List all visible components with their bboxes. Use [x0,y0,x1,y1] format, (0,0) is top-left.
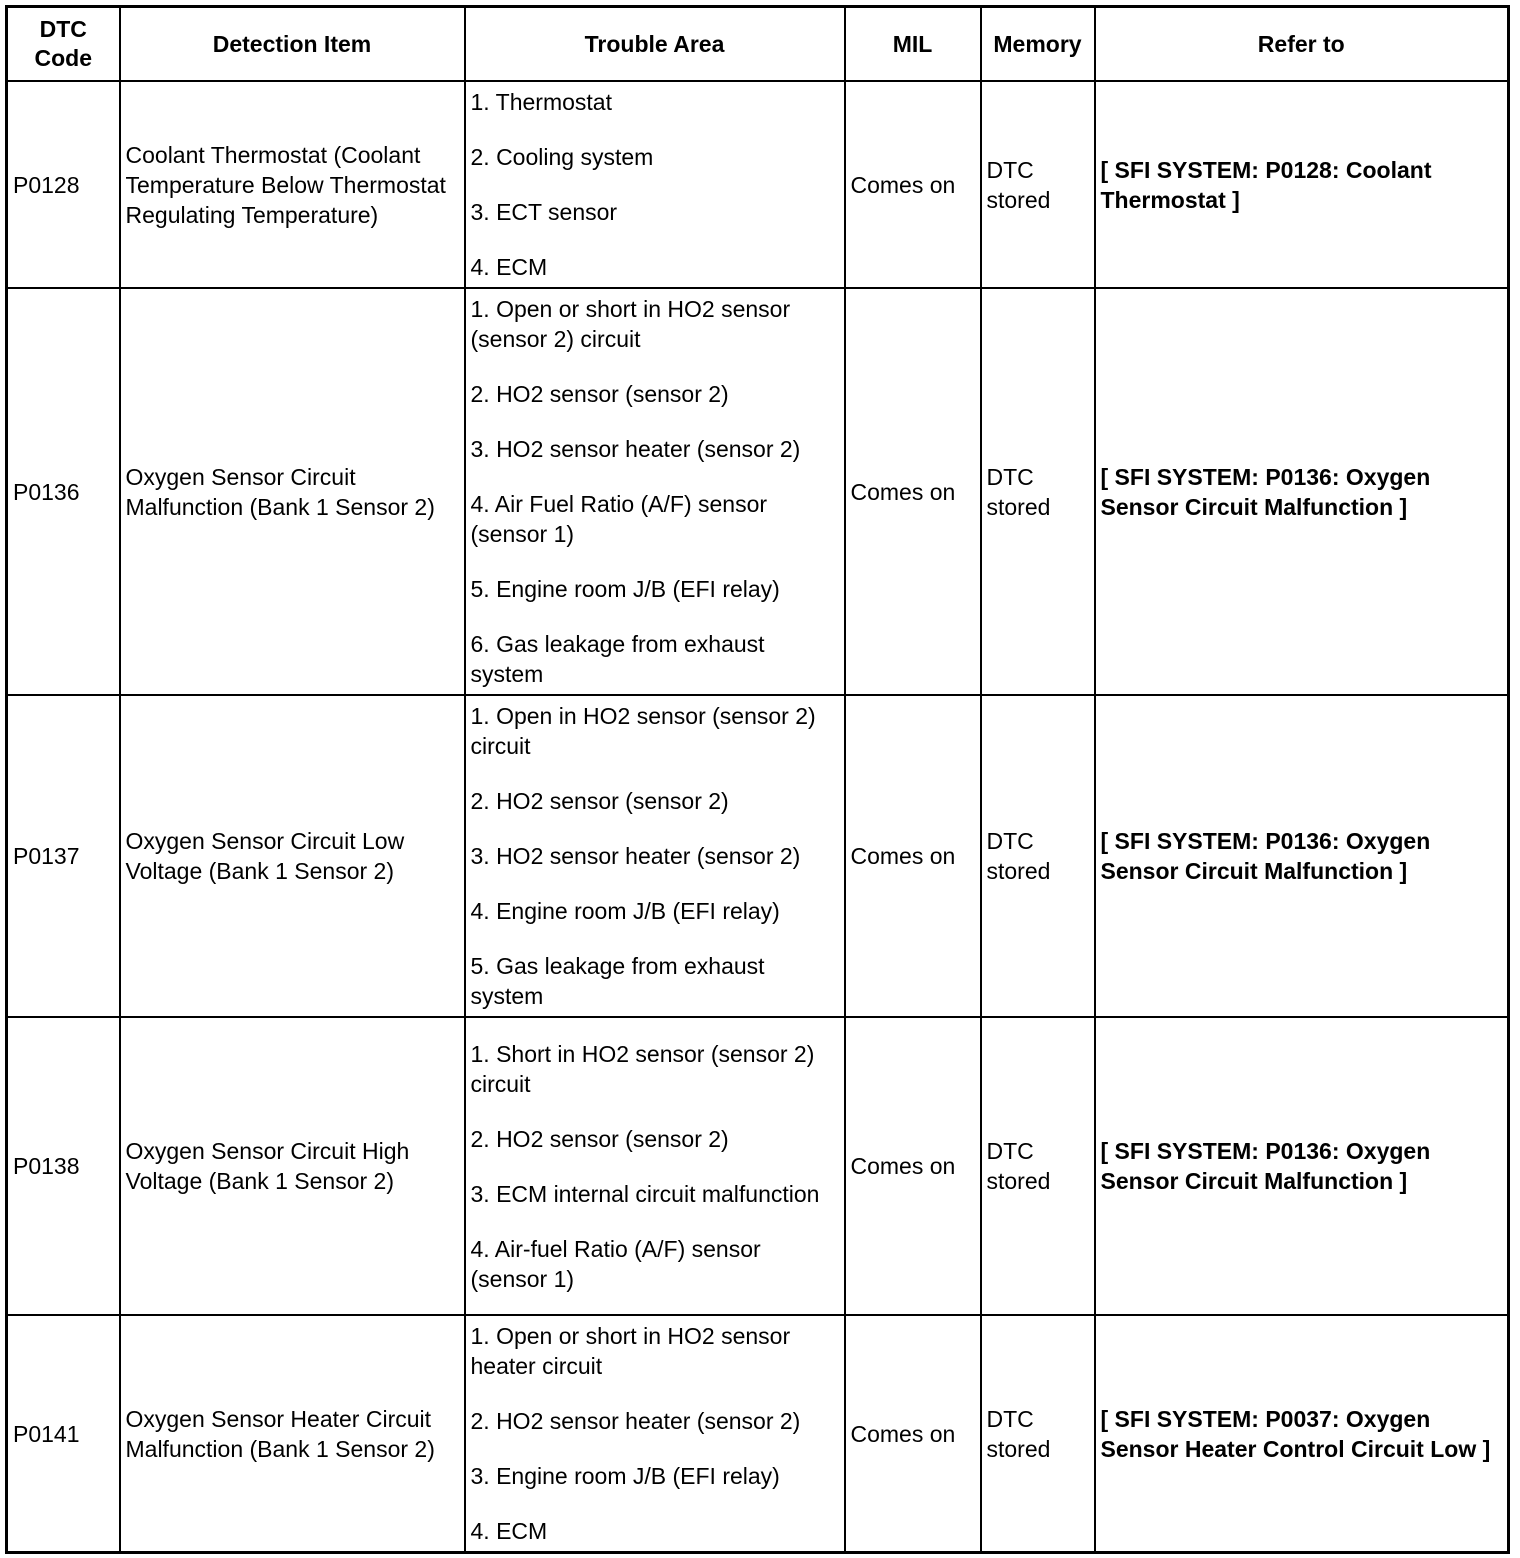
dtc-code-cell: P0138 [7,1017,120,1315]
detection-item-cell: Oxygen Sensor Circuit High Voltage (Bank 1 Sensor 2) [120,1017,465,1315]
detection-item-cell: Oxygen Sensor Circuit Malfunction (Bank 1 Sensor 2) [120,288,465,695]
trouble-area-list [471,87,839,282]
dtc-code-cell: P0136 [7,288,120,695]
trouble-area-item: 4. Air Fuel Ratio (A/F) sensor (sensor 1) [470,491,768,547]
trouble-area-item: 3. Engine room J/B (EFI relay) [470,1463,780,1489]
trouble-area-item: 2. HO2 sensor (sensor 2) [470,788,729,814]
trouble-area-item: 3. HO2 sensor heater (sensor 2) [470,843,801,869]
trouble-area-item: 2. Cooling system [470,144,654,170]
mil-cell: Comes on [845,1315,981,1553]
refer-to-cell: [ SFI SYSTEM: P0136: Oxygen Sensor Circuit Malfunction ] [1095,695,1509,1017]
refer-to-cell: [ SFI SYSTEM: P0128: Coolant Thermostat ] [1095,81,1509,288]
memory-cell: DTC stored [981,1315,1095,1553]
dtc-code-cell: P0141 [7,1315,120,1553]
trouble-area-item: 1. Open in HO2 sensor (sensor 2) circuit [470,703,816,759]
trouble-area-list [471,1039,839,1294]
table-row [7,695,1509,1017]
refer-to-cell: [ SFI SYSTEM: P0136: Oxygen Sensor Circuit Malfunction ] [1095,288,1509,695]
header-memory: Memory [981,7,1095,82]
trouble-area-cell [465,288,845,695]
trouble-area-cell [465,695,845,1017]
detection-item-cell: Oxygen Sensor Heater Circuit Malfunction (Bank 1 Sensor 2) [120,1315,465,1553]
dtc-code-cell: P0137 [7,695,120,1017]
trouble-area-cell [465,81,845,288]
trouble-area-item: 3. ECT sensor [470,199,618,225]
trouble-area-item: 1. Open or short in HO2 sensor (sensor 2) circuit [470,296,791,352]
mil-cell: Comes on [845,1017,981,1315]
trouble-area-item: 1. Short in HO2 sensor (sensor 2) circuit [470,1040,815,1097]
detection-item-cell: Coolant Thermostat (Coolant Temperature Below Thermostat Regulating Temperature) [120,81,465,288]
dtc-code-cell: P0128 [7,81,120,288]
trouble-area-cell [465,1315,845,1553]
trouble-area-item: 2. HO2 sensor (sensor 2) [470,381,729,407]
trouble-area-item: 3. ECM internal circuit malfunction [470,1180,820,1207]
trouble-area-item: 2. HO2 sensor heater (sensor 2) [470,1408,801,1434]
header-row [7,7,1509,82]
trouble-area-item: 3. HO2 sensor heater (sensor 2) [470,436,801,462]
table-row [7,288,1509,695]
header-refer-to: Refer to [1095,7,1509,82]
table-header [7,7,1509,82]
trouble-area-item: 6. Gas leakage from exhaust system [470,631,765,687]
refer-to-cell: [ SFI SYSTEM: P0037: Oxygen Sensor Heater Control Circuit Low ] [1095,1315,1509,1553]
trouble-area-list [471,701,839,1011]
memory-cell: DTC stored [981,288,1095,695]
trouble-area-item: 4. ECM [470,254,548,280]
table-row [7,1017,1509,1315]
header-mil: MIL [845,7,981,82]
trouble-area-cell [465,1017,845,1315]
memory-cell: DTC stored [981,1017,1095,1315]
trouble-area-list [471,294,839,689]
trouble-area-item: 1. Open or short in HO2 sensor heater circuit [470,1323,791,1379]
table-row [7,81,1509,288]
table-row [7,1315,1509,1553]
trouble-area-item: 4. Air-fuel Ratio (A/F) sensor (sensor 1) [470,1235,761,1292]
table-body [7,81,1509,1553]
header-dtc-code: DTC Code [7,7,120,82]
detection-item-cell: Oxygen Sensor Circuit Low Voltage (Bank 1 Sensor 2) [120,695,465,1017]
memory-cell: DTC stored [981,695,1095,1017]
refer-to-cell: [ SFI SYSTEM: P0136: Oxygen Sensor Circuit Malfunction ] [1095,1017,1509,1315]
header-detection-item: Detection Item [120,7,465,82]
trouble-area-item: 4. Engine room J/B (EFI relay) [470,898,780,924]
mil-cell: Comes on [845,288,981,695]
header-trouble-area: Trouble Area [465,7,845,82]
trouble-area-item: 5. Gas leakage from exhaust system [470,953,765,1009]
trouble-area-item: 4. ECM [470,1518,548,1544]
dtc-table [5,5,1510,1554]
trouble-area-item: 5. Engine room J/B (EFI relay) [470,576,780,602]
memory-cell: DTC stored [981,81,1095,288]
trouble-area-item: 2. HO2 sensor (sensor 2) [470,1125,729,1152]
mil-cell: Comes on [845,695,981,1017]
trouble-area-item: 1. Thermostat [470,89,612,115]
mil-cell: Comes on [845,81,981,288]
trouble-area-list [471,1321,839,1546]
